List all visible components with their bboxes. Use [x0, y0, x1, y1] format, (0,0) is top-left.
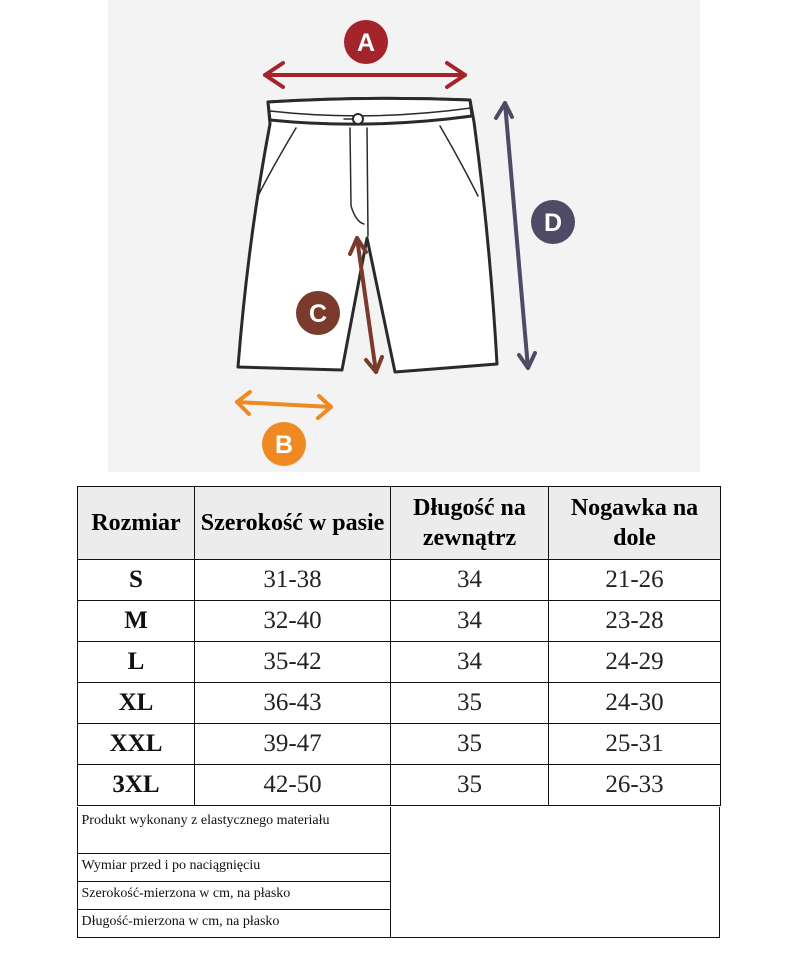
notes-list [77, 807, 391, 938]
center-seam [367, 128, 368, 236]
note-elastic-material: Produkt wykonany z elastycznego materiału [77, 807, 391, 854]
size-cell: XL [78, 683, 195, 724]
waist-cell: 36-43 [195, 683, 391, 724]
header-size: Rozmiar [78, 487, 195, 560]
length-cell: 35 [391, 724, 549, 765]
waist-cell: 42-50 [195, 765, 391, 806]
length-cell: 34 [391, 601, 549, 642]
marker-c-icon [296, 291, 340, 335]
waist-cell: 35-42 [195, 642, 391, 683]
table-row [78, 724, 721, 765]
header-leg-opening: Nogawka na dole [549, 487, 721, 560]
size-cell: M [78, 601, 195, 642]
leg-cell: 21-26 [549, 560, 721, 601]
leg-cell: 26-33 [549, 765, 721, 806]
measure-arrow-b [237, 392, 331, 418]
shorts-drawing [238, 98, 497, 372]
marker-d-icon [531, 200, 575, 244]
note-width-measure: Szerokość-mierzona w cm, na płasko [77, 882, 391, 910]
waist-button [353, 114, 363, 124]
header-outer-length: Długość na zewnątrz [391, 487, 549, 560]
size-chart-table [77, 486, 721, 806]
marker-a-icon [344, 20, 388, 64]
table-row [78, 642, 721, 683]
waist-cell: 39-47 [195, 724, 391, 765]
leg-cell: 23-28 [549, 601, 721, 642]
shorts-measurement-illustration [108, 0, 700, 472]
notes-block [77, 807, 720, 938]
svg-text:D: D [543, 209, 563, 237]
measure-arrow-d [496, 103, 535, 368]
waist-cell: 31-38 [195, 560, 391, 601]
size-cell: S [78, 560, 195, 601]
svg-text:A: A [356, 29, 376, 57]
length-cell: 35 [391, 683, 549, 724]
length-cell: 34 [391, 642, 549, 683]
header-waist-width: Szerokość w pasie [195, 487, 391, 560]
leg-cell: 25-31 [549, 724, 721, 765]
table-row [78, 683, 721, 724]
waist-cell: 32-40 [195, 601, 391, 642]
leg-cell: 24-29 [549, 642, 721, 683]
length-cell: 34 [391, 560, 549, 601]
size-cell: XXL [78, 724, 195, 765]
note-length-measure: Długość-mierzona w cm, na płasko [77, 910, 391, 938]
marker-b-icon [262, 422, 306, 466]
size-cell: 3XL [78, 765, 195, 806]
length-cell: 35 [391, 765, 549, 806]
svg-text:C: C [308, 300, 328, 328]
table-row [78, 560, 721, 601]
table-row [78, 765, 721, 806]
svg-text:B: B [274, 431, 294, 459]
table-row [78, 601, 721, 642]
leg-cell: 24-30 [549, 683, 721, 724]
note-stretch: Wymiar przed i po naciągnięciu [77, 854, 391, 882]
table-header-row [78, 487, 721, 560]
measure-arrow-a [265, 63, 465, 87]
size-cell: L [78, 642, 195, 683]
